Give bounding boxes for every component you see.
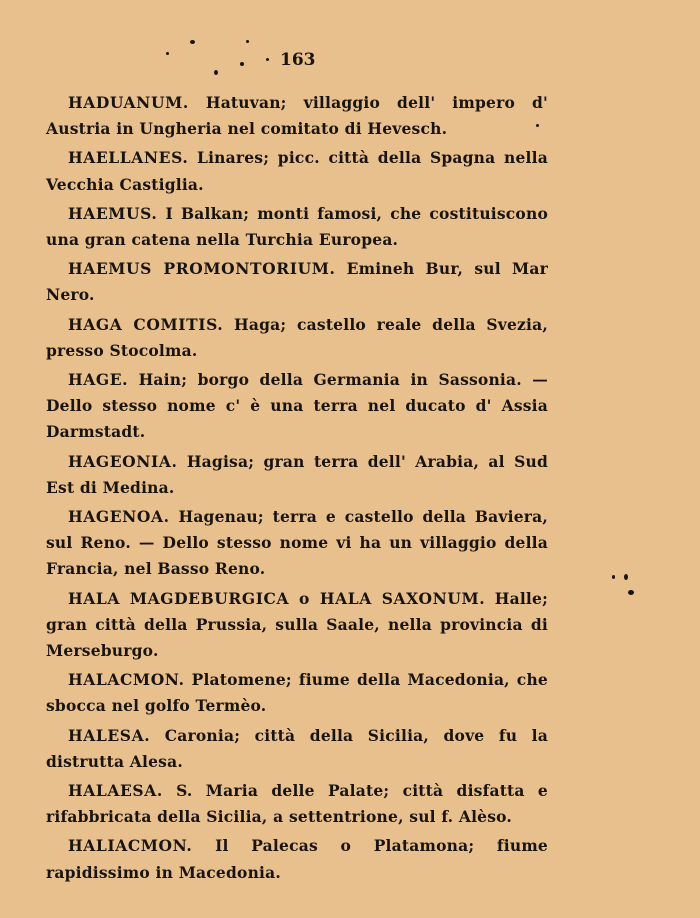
entry-haemus-promontorium <box>46 256 548 308</box>
definition: Hagisa; gran terra dell' Arabia, al Sud Est di Medina. <box>46 451 548 497</box>
ink-speck <box>624 574 628 580</box>
entry-hala-magdeburgica <box>46 586 548 665</box>
entry-hageonia <box>46 449 548 501</box>
headword: HAGEONIA. <box>68 451 178 471</box>
definition: Hagenau; terra e castello della Baviera, sul Reno. — Dello stesso nome vi ha un villaggio della Francia, nel Basso Reno. <box>46 507 548 579</box>
entry-hagenoa <box>46 504 548 583</box>
definition: Emineh Bur, sul Mar Nero. <box>46 259 548 305</box>
definition: Hain; borgo della Germania in Sassonia. — Dello stesso nome c' è una terra nel ducato d' Assia Darmstadt. <box>46 370 549 442</box>
entry-haemus <box>46 201 548 253</box>
entry-hage <box>46 367 548 446</box>
headword: HAEMUS. <box>68 203 158 223</box>
headword: HALA MAGDEBURGICA o HALA SAXONUM. <box>68 588 486 608</box>
ink-speck <box>166 52 169 55</box>
definition: Hatuvan; villaggio dell' impero d' Austria in Ungheria nel comitato di Hevesch. <box>46 93 548 139</box>
definition: Haga; castello reale della Svezia, presso Stocolma. <box>46 314 548 360</box>
entry-haduanum <box>46 90 548 142</box>
ink-speck <box>266 58 269 61</box>
headword: HALAESA. <box>68 781 163 801</box>
headword: HAGE. <box>68 370 129 390</box>
definition: Caronia; città della Sicilia, dove fu la distrutta Alesa. <box>46 725 548 771</box>
headword: HAGA COMITIS. <box>68 314 224 334</box>
definition: Linares; picc. città della Spagna nella Vecchia Castiglia. <box>46 148 548 194</box>
definition: S. Maria delle Palate; città disfatta e rifabbricata della Sicilia, a settentrione, sul f. Alèso. <box>46 781 548 827</box>
ink-speck <box>628 590 634 595</box>
entry-halaesa <box>46 778 548 830</box>
headword: HALIACMON. <box>68 836 193 856</box>
ink-speck <box>214 70 218 75</box>
headword: HAEMUS PROMONTORIUM. <box>68 259 336 279</box>
entry-halacmon <box>46 667 548 719</box>
definition: I Balkan; monti famosi, che costituiscono una gran catena nella Turchia Europea. <box>46 203 548 250</box>
entry-halesa <box>46 723 548 775</box>
headword: HADUANUM. <box>68 93 189 112</box>
headword: HALACMON. <box>68 670 185 690</box>
headword: HALESA. <box>68 725 151 745</box>
headword: HAELLANES. <box>68 148 189 168</box>
definition: Halle; gran città della Prussia, sulla Saale, nella provincia di Merseburgo. <box>46 588 548 661</box>
ink-speck <box>246 40 249 43</box>
dictionary-column <box>46 90 548 889</box>
headword: HAGENOA. <box>68 507 170 527</box>
ink-speck <box>190 40 195 44</box>
page-number: 163 <box>280 50 316 70</box>
definition: Platomene; fiume della Macedonia, che sbocca nel golfo Termèo. <box>46 670 548 716</box>
entry-haliacmon <box>46 833 548 885</box>
definition: Il Palecas o Platamona; fiume rapidissimo in Macedonia. <box>46 836 548 882</box>
entry-haellanes <box>46 145 548 197</box>
ink-speck <box>240 62 244 66</box>
entry-haga-comitis <box>46 312 548 364</box>
ink-speck <box>612 575 615 579</box>
